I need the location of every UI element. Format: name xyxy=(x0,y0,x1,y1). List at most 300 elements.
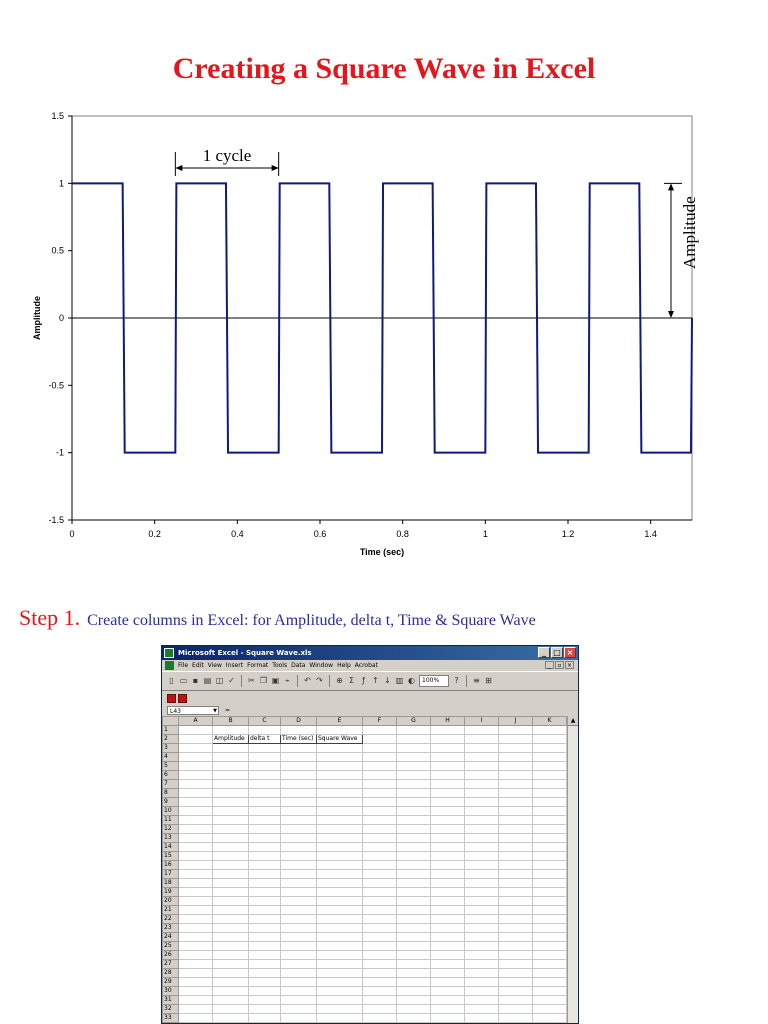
cell-d4[interactable] xyxy=(281,753,317,762)
cell-e9[interactable] xyxy=(317,798,363,807)
cell-j25[interactable] xyxy=(499,942,533,951)
cell-a22[interactable] xyxy=(179,915,213,924)
cell-a25[interactable] xyxy=(179,942,213,951)
drawing-icon[interactable]: ◐ xyxy=(408,676,415,685)
cell-i32[interactable] xyxy=(465,1005,499,1014)
cell-f2[interactable] xyxy=(363,735,397,744)
cell-a2[interactable] xyxy=(179,735,213,744)
cell-i17[interactable] xyxy=(465,870,499,879)
select-all-corner[interactable] xyxy=(163,717,179,726)
cell-f22[interactable] xyxy=(363,915,397,924)
cell-c3[interactable] xyxy=(249,744,281,753)
column-header-j[interactable]: J xyxy=(499,717,533,726)
cell-f23[interactable] xyxy=(363,924,397,933)
cell-k19[interactable] xyxy=(533,888,567,897)
cell-a7[interactable] xyxy=(179,780,213,789)
cell-j17[interactable] xyxy=(499,870,533,879)
cell-c22[interactable] xyxy=(249,915,281,924)
cell-i6[interactable] xyxy=(465,771,499,780)
cell-g32[interactable] xyxy=(397,1005,431,1014)
cell-b14[interactable] xyxy=(213,843,249,852)
cell-b26[interactable] xyxy=(213,951,249,960)
cell-b8[interactable] xyxy=(213,789,249,798)
cell-a4[interactable] xyxy=(179,753,213,762)
cell-k25[interactable] xyxy=(533,942,567,951)
doc-restore-button[interactable]: ▫ xyxy=(555,661,564,669)
row-header[interactable]: 27 xyxy=(163,960,179,969)
sort-descending-icon[interactable]: ↓ xyxy=(384,676,391,685)
cell-c23[interactable] xyxy=(249,924,281,933)
cell-f32[interactable] xyxy=(363,1005,397,1014)
cell-e15[interactable] xyxy=(317,852,363,861)
cell-d25[interactable] xyxy=(281,942,317,951)
cell-i30[interactable] xyxy=(465,987,499,996)
cell-i28[interactable] xyxy=(465,969,499,978)
cell-f31[interactable] xyxy=(363,996,397,1005)
cell-g12[interactable] xyxy=(397,825,431,834)
cell-d7[interactable] xyxy=(281,780,317,789)
cell-e25[interactable] xyxy=(317,942,363,951)
cell-f33[interactable] xyxy=(363,1014,397,1023)
cell-g30[interactable] xyxy=(397,987,431,996)
pdf-email-icon[interactable] xyxy=(178,694,187,703)
cell-h14[interactable] xyxy=(431,843,465,852)
cell-j14[interactable] xyxy=(499,843,533,852)
cell-e27[interactable] xyxy=(317,960,363,969)
cell-a14[interactable] xyxy=(179,843,213,852)
row-header[interactable]: 32 xyxy=(163,1005,179,1014)
cell-i33[interactable] xyxy=(465,1014,499,1023)
cell-i18[interactable] xyxy=(465,879,499,888)
cell-c5[interactable] xyxy=(249,762,281,771)
column-header-b[interactable]: B xyxy=(213,717,249,726)
cell-h30[interactable] xyxy=(431,987,465,996)
cut-icon[interactable]: ✂ xyxy=(248,676,255,685)
cell-b5[interactable] xyxy=(213,762,249,771)
cell-g1[interactable] xyxy=(397,726,431,735)
align-icon[interactable]: ≡ xyxy=(473,676,480,685)
cell-g29[interactable] xyxy=(397,978,431,987)
cell-d23[interactable] xyxy=(281,924,317,933)
cell-d28[interactable] xyxy=(281,969,317,978)
cell-a5[interactable] xyxy=(179,762,213,771)
cell-k15[interactable] xyxy=(533,852,567,861)
cell-a31[interactable] xyxy=(179,996,213,1005)
cell-f25[interactable] xyxy=(363,942,397,951)
cell-h26[interactable] xyxy=(431,951,465,960)
cell-f15[interactable] xyxy=(363,852,397,861)
cell-j15[interactable] xyxy=(499,852,533,861)
cell-d17[interactable] xyxy=(281,870,317,879)
cell-h1[interactable] xyxy=(431,726,465,735)
cell-g17[interactable] xyxy=(397,870,431,879)
cell-g8[interactable] xyxy=(397,789,431,798)
row-header[interactable]: 20 xyxy=(163,897,179,906)
cell-f9[interactable] xyxy=(363,798,397,807)
cell-e7[interactable] xyxy=(317,780,363,789)
cell-d3[interactable] xyxy=(281,744,317,753)
cell-d12[interactable] xyxy=(281,825,317,834)
cell-i31[interactable] xyxy=(465,996,499,1005)
cell-d10[interactable] xyxy=(281,807,317,816)
close-button[interactable]: × xyxy=(564,647,576,658)
cell-a24[interactable] xyxy=(179,933,213,942)
row-header[interactable]: 21 xyxy=(163,906,179,915)
cell-g9[interactable] xyxy=(397,798,431,807)
cell-i13[interactable] xyxy=(465,834,499,843)
cell-h15[interactable] xyxy=(431,852,465,861)
cell-k9[interactable] xyxy=(533,798,567,807)
cell-k1[interactable] xyxy=(533,726,567,735)
cell-f29[interactable] xyxy=(363,978,397,987)
cell-h11[interactable] xyxy=(431,816,465,825)
autosum-icon[interactable]: Σ xyxy=(348,676,355,685)
cell-j1[interactable] xyxy=(499,726,533,735)
cell-d16[interactable] xyxy=(281,861,317,870)
cell-i3[interactable] xyxy=(465,744,499,753)
cell-c31[interactable] xyxy=(249,996,281,1005)
cell-g19[interactable] xyxy=(397,888,431,897)
cell-i11[interactable] xyxy=(465,816,499,825)
cell-e17[interactable] xyxy=(317,870,363,879)
print-preview-icon[interactable]: ◫ xyxy=(215,676,224,685)
row-header[interactable]: 5 xyxy=(163,762,179,771)
cell-h23[interactable] xyxy=(431,924,465,933)
row-header[interactable]: 19 xyxy=(163,888,179,897)
cell-j2[interactable] xyxy=(499,735,533,744)
row-header[interactable]: 25 xyxy=(163,942,179,951)
cell-d14[interactable] xyxy=(281,843,317,852)
cell-d5[interactable] xyxy=(281,762,317,771)
cell-h4[interactable] xyxy=(431,753,465,762)
cell-g15[interactable] xyxy=(397,852,431,861)
column-header-a[interactable]: A xyxy=(179,717,213,726)
pdf-convert-icon[interactable] xyxy=(167,694,176,703)
cell-k8[interactable] xyxy=(533,789,567,798)
cell-c32[interactable] xyxy=(249,1005,281,1014)
cell-b21[interactable] xyxy=(213,906,249,915)
cell-a10[interactable] xyxy=(179,807,213,816)
cell-f12[interactable] xyxy=(363,825,397,834)
cell-g24[interactable] xyxy=(397,933,431,942)
cell-a9[interactable] xyxy=(179,798,213,807)
cell-c6[interactable] xyxy=(249,771,281,780)
cell-k16[interactable] xyxy=(533,861,567,870)
cell-c16[interactable] xyxy=(249,861,281,870)
cell-h20[interactable] xyxy=(431,897,465,906)
cell-k20[interactable] xyxy=(533,897,567,906)
cell-c26[interactable] xyxy=(249,951,281,960)
cell-e4[interactable] xyxy=(317,753,363,762)
cell-i10[interactable] xyxy=(465,807,499,816)
cell-a26[interactable] xyxy=(179,951,213,960)
cell-e14[interactable] xyxy=(317,843,363,852)
undo-icon[interactable]: ↶ xyxy=(304,676,311,685)
cell-k5[interactable] xyxy=(533,762,567,771)
cell-j19[interactable] xyxy=(499,888,533,897)
cell-e22[interactable] xyxy=(317,915,363,924)
row-header[interactable]: 3 xyxy=(163,744,179,753)
cell-g3[interactable] xyxy=(397,744,431,753)
cell-d27[interactable] xyxy=(281,960,317,969)
cell-b12[interactable] xyxy=(213,825,249,834)
cell-f26[interactable] xyxy=(363,951,397,960)
cell-h33[interactable] xyxy=(431,1014,465,1023)
cell-k33[interactable] xyxy=(533,1014,567,1023)
cell-f17[interactable] xyxy=(363,870,397,879)
column-header-d[interactable]: D xyxy=(281,717,317,726)
cell-d20[interactable] xyxy=(281,897,317,906)
cell-e3[interactable] xyxy=(317,744,363,753)
cell-a19[interactable] xyxy=(179,888,213,897)
cell-f11[interactable] xyxy=(363,816,397,825)
cell-a11[interactable] xyxy=(179,816,213,825)
cell-h9[interactable] xyxy=(431,798,465,807)
cell-a12[interactable] xyxy=(179,825,213,834)
cell-c8[interactable] xyxy=(249,789,281,798)
save-icon[interactable]: ▪ xyxy=(192,676,199,685)
cell-d8[interactable] xyxy=(281,789,317,798)
cell-a15[interactable] xyxy=(179,852,213,861)
cell-j32[interactable] xyxy=(499,1005,533,1014)
cell-c9[interactable] xyxy=(249,798,281,807)
cell-g18[interactable] xyxy=(397,879,431,888)
cell-d31[interactable] xyxy=(281,996,317,1005)
cell-k14[interactable] xyxy=(533,843,567,852)
cell-i2[interactable] xyxy=(465,735,499,744)
cell-a23[interactable] xyxy=(179,924,213,933)
cell-k7[interactable] xyxy=(533,780,567,789)
cell-f7[interactable] xyxy=(363,780,397,789)
cell-h2[interactable] xyxy=(431,735,465,744)
cell-e13[interactable] xyxy=(317,834,363,843)
cell-c13[interactable] xyxy=(249,834,281,843)
row-header[interactable]: 10 xyxy=(163,807,179,816)
cell-k32[interactable] xyxy=(533,1005,567,1014)
cell-h16[interactable] xyxy=(431,861,465,870)
cell-a21[interactable] xyxy=(179,906,213,915)
cell-j16[interactable] xyxy=(499,861,533,870)
cell-g4[interactable] xyxy=(397,753,431,762)
menu-data[interactable]: Data xyxy=(291,662,306,669)
cell-g31[interactable] xyxy=(397,996,431,1005)
row-header[interactable]: 17 xyxy=(163,870,179,879)
cell-d11[interactable] xyxy=(281,816,317,825)
copy-icon[interactable]: ❐ xyxy=(259,676,268,685)
cell-c30[interactable] xyxy=(249,987,281,996)
cell-f10[interactable] xyxy=(363,807,397,816)
cell-e8[interactable] xyxy=(317,789,363,798)
cell-f13[interactable] xyxy=(363,834,397,843)
cell-b33[interactable] xyxy=(213,1014,249,1023)
cell-j33[interactable] xyxy=(499,1014,533,1023)
cell-b18[interactable] xyxy=(213,879,249,888)
cell-d1[interactable] xyxy=(281,726,317,735)
cell-j8[interactable] xyxy=(499,789,533,798)
cell-e5[interactable] xyxy=(317,762,363,771)
function-icon[interactable]: ƒ xyxy=(362,676,365,685)
cell-d33[interactable] xyxy=(281,1014,317,1023)
cell-b29[interactable] xyxy=(213,978,249,987)
cell-b6[interactable] xyxy=(213,771,249,780)
cell-h31[interactable] xyxy=(431,996,465,1005)
cell-k11[interactable] xyxy=(533,816,567,825)
cell-b16[interactable] xyxy=(213,861,249,870)
cell-k29[interactable] xyxy=(533,978,567,987)
cell-e23[interactable] xyxy=(317,924,363,933)
cell-b11[interactable] xyxy=(213,816,249,825)
cell-d30[interactable] xyxy=(281,987,317,996)
cell-c12[interactable] xyxy=(249,825,281,834)
cell-c29[interactable] xyxy=(249,978,281,987)
cell-g20[interactable] xyxy=(397,897,431,906)
cell-d18[interactable] xyxy=(281,879,317,888)
cell-b25[interactable] xyxy=(213,942,249,951)
cell-i4[interactable] xyxy=(465,753,499,762)
cell-j3[interactable] xyxy=(499,744,533,753)
cell-k21[interactable] xyxy=(533,906,567,915)
cell-i1[interactable] xyxy=(465,726,499,735)
cell-g27[interactable] xyxy=(397,960,431,969)
menu-help[interactable]: Help xyxy=(337,662,351,669)
row-header[interactable]: 24 xyxy=(163,933,179,942)
cell-c4[interactable] xyxy=(249,753,281,762)
cell-j4[interactable] xyxy=(499,753,533,762)
cell-h8[interactable] xyxy=(431,789,465,798)
cell-e24[interactable] xyxy=(317,933,363,942)
cell-b10[interactable] xyxy=(213,807,249,816)
paste-icon[interactable]: ▣ xyxy=(271,676,280,685)
print-icon[interactable]: ▤ xyxy=(203,676,212,685)
doc-minimize-button[interactable]: _ xyxy=(545,661,554,669)
cell-h29[interactable] xyxy=(431,978,465,987)
cell-e26[interactable] xyxy=(317,951,363,960)
cell-j11[interactable] xyxy=(499,816,533,825)
cell-a27[interactable] xyxy=(179,960,213,969)
cell-k10[interactable] xyxy=(533,807,567,816)
cell-j9[interactable] xyxy=(499,798,533,807)
cell-j20[interactable] xyxy=(499,897,533,906)
row-header[interactable]: 7 xyxy=(163,780,179,789)
cell-f3[interactable] xyxy=(363,744,397,753)
cell-j24[interactable] xyxy=(499,933,533,942)
cell-c15[interactable] xyxy=(249,852,281,861)
cell-d22[interactable] xyxy=(281,915,317,924)
menu-edit[interactable]: Edit xyxy=(192,662,204,669)
cell-j26[interactable] xyxy=(499,951,533,960)
cell-f24[interactable] xyxy=(363,933,397,942)
cell-d9[interactable] xyxy=(281,798,317,807)
cell-g33[interactable] xyxy=(397,1014,431,1023)
cell-a6[interactable] xyxy=(179,771,213,780)
cell-e6[interactable] xyxy=(317,771,363,780)
row-header[interactable]: 26 xyxy=(163,951,179,960)
cell-b13[interactable] xyxy=(213,834,249,843)
cell-g2[interactable] xyxy=(397,735,431,744)
cell-f18[interactable] xyxy=(363,879,397,888)
cell-d19[interactable] xyxy=(281,888,317,897)
column-header-i[interactable]: I xyxy=(465,717,499,726)
cell-h25[interactable] xyxy=(431,942,465,951)
cell-h24[interactable] xyxy=(431,933,465,942)
cell-c28[interactable] xyxy=(249,969,281,978)
row-header[interactable]: 22 xyxy=(163,915,179,924)
minimize-button[interactable]: _ xyxy=(538,647,550,658)
cell-c27[interactable] xyxy=(249,960,281,969)
row-header[interactable]: 1 xyxy=(163,726,179,735)
cell-g10[interactable] xyxy=(397,807,431,816)
cell-e18[interactable] xyxy=(317,879,363,888)
menu-file[interactable]: File xyxy=(178,662,189,669)
cell-h7[interactable] xyxy=(431,780,465,789)
cell-e11[interactable] xyxy=(317,816,363,825)
row-header[interactable]: 31 xyxy=(163,996,179,1005)
cell-k28[interactable] xyxy=(533,969,567,978)
cell-k17[interactable] xyxy=(533,870,567,879)
borders-icon[interactable]: ⊞ xyxy=(485,676,492,685)
sort-ascending-icon[interactable]: ↑ xyxy=(372,676,379,685)
cell-f4[interactable] xyxy=(363,753,397,762)
menu-view[interactable]: View xyxy=(207,662,222,669)
cell-e28[interactable] xyxy=(317,969,363,978)
menu-window[interactable]: Window xyxy=(309,662,334,669)
excel-titlebar[interactable] xyxy=(162,646,578,660)
cell-g6[interactable] xyxy=(397,771,431,780)
open-icon[interactable]: ▭ xyxy=(179,676,188,685)
row-header[interactable]: 28 xyxy=(163,969,179,978)
cell-j5[interactable] xyxy=(499,762,533,771)
cell-j7[interactable] xyxy=(499,780,533,789)
cell-b4[interactable] xyxy=(213,753,249,762)
cell-b1[interactable] xyxy=(213,726,249,735)
cell-i26[interactable] xyxy=(465,951,499,960)
cell-f27[interactable] xyxy=(363,960,397,969)
help-icon[interactable]: ? xyxy=(454,676,459,685)
cell-b3[interactable] xyxy=(213,744,249,753)
cell-b20[interactable] xyxy=(213,897,249,906)
cell-e21[interactable] xyxy=(317,906,363,915)
cell-b23[interactable] xyxy=(213,924,249,933)
cell-g5[interactable] xyxy=(397,762,431,771)
cell-c1[interactable] xyxy=(249,726,281,735)
column-header-f[interactable]: F xyxy=(363,717,397,726)
cell-k22[interactable] xyxy=(533,915,567,924)
cell-j6[interactable] xyxy=(499,771,533,780)
cell-d29[interactable] xyxy=(281,978,317,987)
cell-f8[interactable] xyxy=(363,789,397,798)
cell-i22[interactable] xyxy=(465,915,499,924)
cell-h18[interactable] xyxy=(431,879,465,888)
cell-j29[interactable] xyxy=(499,978,533,987)
cell-j27[interactable] xyxy=(499,960,533,969)
cell-e20[interactable] xyxy=(317,897,363,906)
cell-b15[interactable] xyxy=(213,852,249,861)
cell-h32[interactable] xyxy=(431,1005,465,1014)
cell-f20[interactable] xyxy=(363,897,397,906)
cell-a28[interactable] xyxy=(179,969,213,978)
new-icon[interactable]: ▯ xyxy=(169,676,174,685)
cell-i24[interactable] xyxy=(465,933,499,942)
cell-g26[interactable] xyxy=(397,951,431,960)
spelling-icon[interactable]: ✓ xyxy=(228,676,235,685)
cell-c21[interactable] xyxy=(249,906,281,915)
cell-i14[interactable] xyxy=(465,843,499,852)
cell-b27[interactable] xyxy=(213,960,249,969)
cell-i15[interactable] xyxy=(465,852,499,861)
cell-c14[interactable] xyxy=(249,843,281,852)
cell-k12[interactable] xyxy=(533,825,567,834)
column-header-k[interactable]: K xyxy=(533,717,567,726)
